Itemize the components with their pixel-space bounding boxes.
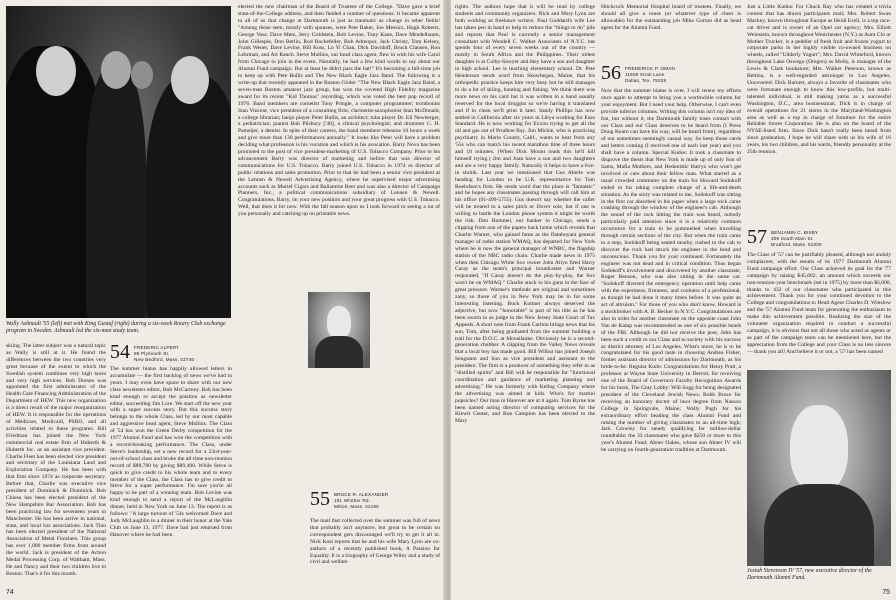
class-55-heading xyxy=(310,490,440,510)
class-secretary-address xyxy=(625,64,675,84)
left-column-1: skiing. The latter subject was a natural topic as Wally is still at it. He found the differences between the two countries very great because of the extent to which the Swedish system combines very high taxes and very high services. Bob Dorsen was appointed the first administrator of the Health Care Financing Administration of the Department of HEW. This new organization is a direct result of the major reorganization of HEW. It is responsible for the operations of Medicare, Medicaid, PSRO, and all activities related to these programs. Bill Friedman has joined the New York commercial real estate firm of Huberth & Huberth Inc. as an assistant vice president. Charlie Fleet has been elected vice president and secretary of the Louisiana Land and Exploration Company. He has been with that firm since 1974 as corporate secretary. Before that, Charlie was executive vice president of Dominick & Dominick. Bob Chiesa has been elected president of the New Hampshire Bar Association. Bob has been practicing law for seventeen years in Manchester. He has been active in national, state, and local bar associations. Jack Thin has been elected president of the National Association of Metal Finishers. This group has over 1,000 member firms from around the world. Jack is president of the Action Medal Processing Corp. of Waltham, Mass. He and Nancy and their two children live in Boston. That's it for this month. xyxy=(6,343,106,577)
right-column-3b: The Class of '57 can be justifiably pleased, although not unduly complacent, with the results of its 1977 Dartmouth Alumni Fund campaign effort. Our Class achieved its goal for the '77 campaign by raising $45,682, an amount which exceeds our non-reunion-year benchmark (set in 1975) by more than $6,000, thanks to 432 of our classmates who participated in this achievement. Thank you for your continued devotion to the College and congratulations to Head Agent Charles D. Winslow and the '57 Alumni Fund team for generating the enthusiasm to make this achievement possible. Realizing the size of the volunteer organization required to conduct a successful campaign, it is obvious that not all those who acted as agents or as part of the campaign team can be mentioned here, but the appreciation from the College and your Class is no less sincere — thank you all! And believe it or not, a '57 has been named xyxy=(747,252,891,355)
right-column-3: Just a Little Kudos: For Chuck Ray who has created a trivia contest that has drawn participants mail; Mrs. Robert Swan Mackey, known throughout Europe as Heidi Ezell, is a top race-car driver and is owner of an Opel car agency; Mrs. Elliott Weinstein, known throughout Westchester (N.Y.) as Aunt Clo or Mother Trucker, is a peddler of fresh fruit and frozen yogurt to corporate parks in her highly visible co-owned business on wheels, called "Udderly Yogurt"; Mrs. David Whiteford, known throughout Lake Oswego (Oregon) as Molly, is manager of the Lewis & Clark bookstore; Mrs. Walker Peterson, known as Bettina, is a well-regarded astrologer in Los Angeles. Uncovered: Dick Barnett, always a favorite of classmates who were fortunate enough to know this low-profile, but multi-talented individual, is still making yarns as a successful Washington, D.C., area businessman. Dick is in charge of overall operations for 21 stores in the Maryland-Washington area as well as a top in charge of furniture for the entire Reliable Stores Corporation. He is also on the board of the NYSE-listed firm. Since Dick hasn't really been heard from since graduation, I hope he will share with us his wife of 16 years, his two children, and his warm, friendly personality at the 25th reunion. xyxy=(747,4,891,156)
secretary-street: 11508 Strait Lane xyxy=(625,72,665,77)
class-secretary-address xyxy=(134,343,194,363)
josiah-stevenson-portrait xyxy=(747,370,891,566)
left-column-2: The summer hiatus has happily allowed letters to accumulate — the first backlog of news we've had in years. I may even have space to share with our new class newsletter editor, Bob McCartney. Bob has been kind enough to accept the position as newsletter editor, succeeding Jim Lore. We start off the new year with a super success story. But this success story belongs to the whole Class, led by our most capable and aggressive head agent, Steve Mullins. The Class of '54 has won the Green Derby competition for the 1977 Alumni Fund and has won the competition with a record-breaking performance. The Class, under Steve's leadership, set a new record for a 23rd-year-out-of-school class and broke the all-time non-reunion record of $88,700 by giving $89,400. While Steve is quick to give credit to his whole team and to every member of the Class, the Class has to give credit to Steve for a super performance. I'm sure you're all happy to be part of a winning team. Bob Levine was kind enough to send a report of the McLaughlin dinner, held in New York on June 13. The report is as follows: "A large turnout of '54s welcomed Dave and Judy McLaughlin to a dinner in their honor at the Yale Club on June 13, 1977. Dave had just returned from Hanover where he had been xyxy=(110,366,232,538)
right-column-1: rights. The authors hope that it will be read by college students and community organizers. Nick and Mary Lynn are both working as freelance writers. Paul Goddard's wife Lee has taken pen in hand to help to reduce the "things to do" pile and reports that Paul is currently a senior management consultant with Wendell C. Walker Associates of N.Y.C. but spends four of every seven weeks out of the country — mostly in South Africa and the Philippines. Their oldest daughter is at Colby-Sawyer and they have a son and daughter in high school. Lee is teaching elementary school. Dr. Pete Henderson sends word from Skowhegan, Maine, that his orthopedic practice keeps him very busy but he still manages to do a lot of skiing, hunting and fishing. We think there was more news on his card but it was written in a hand usually reserved for the local druggist so we're having it translated and if in clean we'll print it later. Sandy Phillips has now settled in California after six years in Libya working for Esso Standard. He is now working for Exxon trying to get all the oil and gas out of Prudhoe Bay. Jim Mickle, who is practicing psychiatry in Marin County, Calif., wants to hear from any '55s who can match his recent marathon time of three hours and 18 minutes. (When Dick Mount reads this he'll kill himself trying.) Jim and Joan have a son and two daughters and are a very happy family. Naturally it helps to have a live-in shrink. Last year we mentioned that Gus Aberle was heading for London to be U.K. representative for Tom Roelofsen's firm. He sends word that the place is "fantastic" and he hopes any classmates passing through will call him at his office (01-499-5755). Gus doesn't say whether the caller will be treated to a sales pitch or Dover sole, but if one is willing to battle the London phone system it might be worth the risk. Don Hummel, our banker in Chicago, sends a clipping from one of the papers back home which reveals that Charlie Warner, who gained fame as the flamboyant general manager of radio station WMAQ, has departed for New York where he is now the general manager of WNBC, the flagship station of the NBC radio chain. Charlie made news in 1975 when then Chicago White Sox owner John Allyn fired Harry Caray as the team's principal broadcaster and Warner responded, "If Caray doesn't do the play-by-play, the Sox won't be on WMAQ." Charlie stuck to his guns in the face of great pressure. Warner's methods are original and sometimes zany, so those of you in New York may be in for some interesting listening. Buck Kuttner always deserved the adjective, but now "honorable" is part of his title as he has been sworn in as judge in the New Jersey State Court of Tax Appeals. A short note from Frank Carlton brings news that his son, Tom, after being graduated from the summer building a trail for the D.O.C. at Moosilauke. Obviously he is a second-generation chubber. A clipping from the Valley News reveals that a local boy has made good. Bill Wilbur has joined Joseph Sengstam and Son as vice president and assistant to the president. The firm is a producer of something they refer to as "distilled spirits" and Bill will be responsible for "functional coordination and guidance of marketing planning and advertising." He was formerly with Kellog Company where the advertising was aimed at kids. Who's for martini popsicles? Our man in Hanover are at it again. Tom Byrne has been named acting director of computing services for the Kiewit Center, and Ron Campion has been elected to the Mary xyxy=(455,4,595,425)
secretary-city: Bradford, Mass. 01830 xyxy=(771,242,822,247)
photo-caption: Wally Ashnault '55 (left) met with King Gustaf (right) during a six-week Rotary Club exchange program in Sweden. Ashnault led the six-man study team. xyxy=(6,321,226,334)
left-column-3: elected the new chairman of the Board of Trustees of the College. "Dave gave a brief state-of-the-College address, and then fielded a number of questions. It became apparent to all of us that change at Dartmouth is just as traumatic as change in other fields! "Among those seen, mostly with spouses, were Pete Baker, Joe Messics, Hugh Roberts, George Voss, Dave Metz, Jerry Goldstein, Bob Levine, Tony Kane, Dave Mendelbaum, John Gillespie, Don Berlin, Rod Rockefeller, Bob Adreopur, Jack Christy, Tom Kelsey, Frank Wener, Dave Levine, Bill Koss, Lo Yi Chan, Dick Davidoff, Bruck Clausen, Ron Lehrman, and Art Rauch. Steve Mullins, our head class agent, flew in with his wife Carol from Chicago to join in the event. Naturally, he had a few kind words to say about our Alumni Fund campaign. But at least he didn't pass the hat!" It's becoming a full-time job to keep up with Pete Bullis and The New Black Eagle Jazz Band. The following is a write-up that recently appeared in the Boston Globe: "The New Black Eagle Jazz Band, a seven-man Boston amateur jazz group, has won the coveted High Fidelity magazine award for its recent "Kid Thomas" recording, which was voted the best pop record of 1976. Band members are cornetist Tony Pringle, a computer programmer; trombonist Stan Vincent, vice president of a consulting firm; clarinetist-saxophonist Stan McDonald, a college librarian; banjo player Peter Bullis, an architect; tuba player Dr. Eli Newberger, a pediatrician; pianist Bob Pilsbury ['48], a clinical psychologist; and drummer C. H. Pameijer, a dentist. In spite of their careers, the band members rehearse 10 hours a week and give more than 130 performances annually." It looks like Peter will have a problem deciding what profession is his vocation and which is his avocation. Barry Nova has been promoted to the post of vice president-marketing of U.S. Tobacco Company. Prior to his advancement Barry was director of marketing and before that was director of communications for U.S. Tobacco. Barry joined U.S. Tobacco in 1974 as director of public relations and sales promotion. Prior to that he had been a senior vice president at the Lennen & Newell Advertising Agency, where he supervised major advertising accounts such as Muriel Cigars and Ballantine Beer and was also a director of Campaign Planners, Inc., a political communications subsidiary of Lennen & Newell. Congratulations, Barry, on your new position and your great progress with U.S. Tobacco. Well, that does it for now. With the fall season upon us I look forward to seeing a lot of you personally and catching up on printable news. xyxy=(238,4,440,218)
secretary-name: BRUCE R. ALEXANDER xyxy=(334,492,389,497)
secretary-street: 309 South Main St. xyxy=(771,236,814,241)
left-column-3b: The mail that collected over the summer was full of news that probably isn't anymore, but great to be certain no correspondent gets discouraged we'll try to get it all in. Nick Kost reports that he and his wife Mary Lynn are co-authors of a recently published book, A Passion for Equality. It is a biography of George Wiley and a study of civil and welfare xyxy=(310,518,440,566)
portrait-caption: Josiah Stevenson IV '57, new executive director of the Dartmouth Alumni Fund. xyxy=(747,568,872,581)
portrait-body xyxy=(315,336,362,368)
class-number: 55 xyxy=(310,488,330,510)
portrait-head xyxy=(327,306,352,340)
class-56-heading xyxy=(601,64,741,84)
secretary-name: FREDERIC ALPERT xyxy=(134,345,180,350)
portrait-head xyxy=(790,405,848,493)
right-column-2a: Hitchcock Memorial Hospital board of trustees. Finally, we should all give a rouse (or whatever type of cheer is allowable) for the outstanding job Mike Gorton did as head agent for the Alumni Fund. xyxy=(601,4,741,31)
class-57-heading xyxy=(747,228,891,248)
class-54-heading xyxy=(110,343,230,363)
class-number: 54 xyxy=(110,341,130,363)
secretary-city: Dallas, Tex. 75229 xyxy=(625,78,667,83)
right-page xyxy=(451,0,896,600)
class-number: 57 xyxy=(747,226,767,248)
secretary-street: 95 Plymouth St. xyxy=(134,351,170,356)
barry-nova-portrait xyxy=(308,292,370,368)
class-number: 56 xyxy=(601,62,621,84)
secretary-city: New Bedford, Mass. 02740 xyxy=(134,357,195,362)
secretary-street: 161 Whittier Rd. xyxy=(334,498,371,503)
page-number-right: 75 xyxy=(882,589,890,596)
secretary-city: Milton, Mass. 02186 xyxy=(334,504,379,509)
secretary-name: FREDERICK P. OMAN xyxy=(625,66,676,71)
rotary-photo xyxy=(6,6,231,318)
secretary-name: BENJAMIN C. BIXBY xyxy=(771,230,819,235)
class-secretary-address xyxy=(771,228,822,248)
class-secretary-address xyxy=(334,490,388,510)
right-column-2: Now that the summer hiatus is over, I will renew my efforts once again to attempt to bring you a worthwhile column for your enjoyment. But I need your help. Otherwise, I can't even provide inferior columns. Writing this column isn't my idea of fun, but without it, the Dartmouth family loses contact with our Class and our Class deserves to be heard from (I Press Doug Kearn can have his way, will be heard from), regardless of our sometimes seemingly casual way. So keep those cards and letters coming (I received one of each last year) and you shall have a column. Special Kudos: It took a classmate to disprove the thesis that New York is made up of only Son of Sams, Mafia Mothers, and Hedonistic Harrys who won't get involved or care about their fellow man. What started as a usual crowded commuter on the train for Howard Sodokoff ended in his taking complete charge of a life-and-death situation. As the story was related to me, Sodokoff was sitting in the first car absorbed in his paper when a large rock came crashing through the window of the engineer's cab. Although the sound of the rock hitting the train was heard, nobody particularly paid attention since it is a relatively common occurrence for a train to be pummelled when travelling through certain sections of the city. But when the train came to a stop, Sodokoff being seated nearby, rushed to the cab to discover the rock had struck the engineer in the head and unconscious. Thank you for your continued. Fortunately the engineer was not dead and in critical condition. Thus began Sodokoff's involvement and discovered by another classmate, Roger Benson, who was also sitting in the same car. "Sodokoff directed the emergency operation until help came with the expertness, firmness, and coolness of a professional, as though he had done it many times before. It was quite an act of altruism." For those of you who don't know, Howard is a stockbroker with A. B. Becker in N.Y.C. Congratulations are also in order for another classmate on the opposite coast John Van de Kamp was recommended as one of six possible heads of the FBI. Although he did not receive the post, John has been such a credit to our Class and to society with his success as district attorney of Los Angeles. What's more, he is to be congratulated for his good taste in choosing Andrea Fisher, former assistant director of admissions for Dartmouth, as his bride-to-be. Regular Kudo: Congratulations for Henry Pratt, a professor at Wayne State University in Detroit, for receiving one of the Board of Governors Faculty Recognition Awards for his book, The Gray Lobby: Will Sogg for being designated president of the Cleveland Jewish News; Robb Bruce for receiving an honorary doctor of laws degree from Nasson College in Springvale, Maine; Wally Pugh for his extraordinary effort heading the class Alumni Fund and raising the number of giving classmates to an all-time high; Jack Crowley for steady qualifying for million-dollar roundtable; the 33 classmates who gave $250 or more to this year's Alumni Fund; Abner Oakes, whose son Abner IV will be carrying on fourth-generation tradition at Dartmouth. xyxy=(601,88,741,454)
portrait-body xyxy=(764,484,873,566)
page-number-left: 74 xyxy=(6,589,14,596)
left-page xyxy=(0,0,445,600)
